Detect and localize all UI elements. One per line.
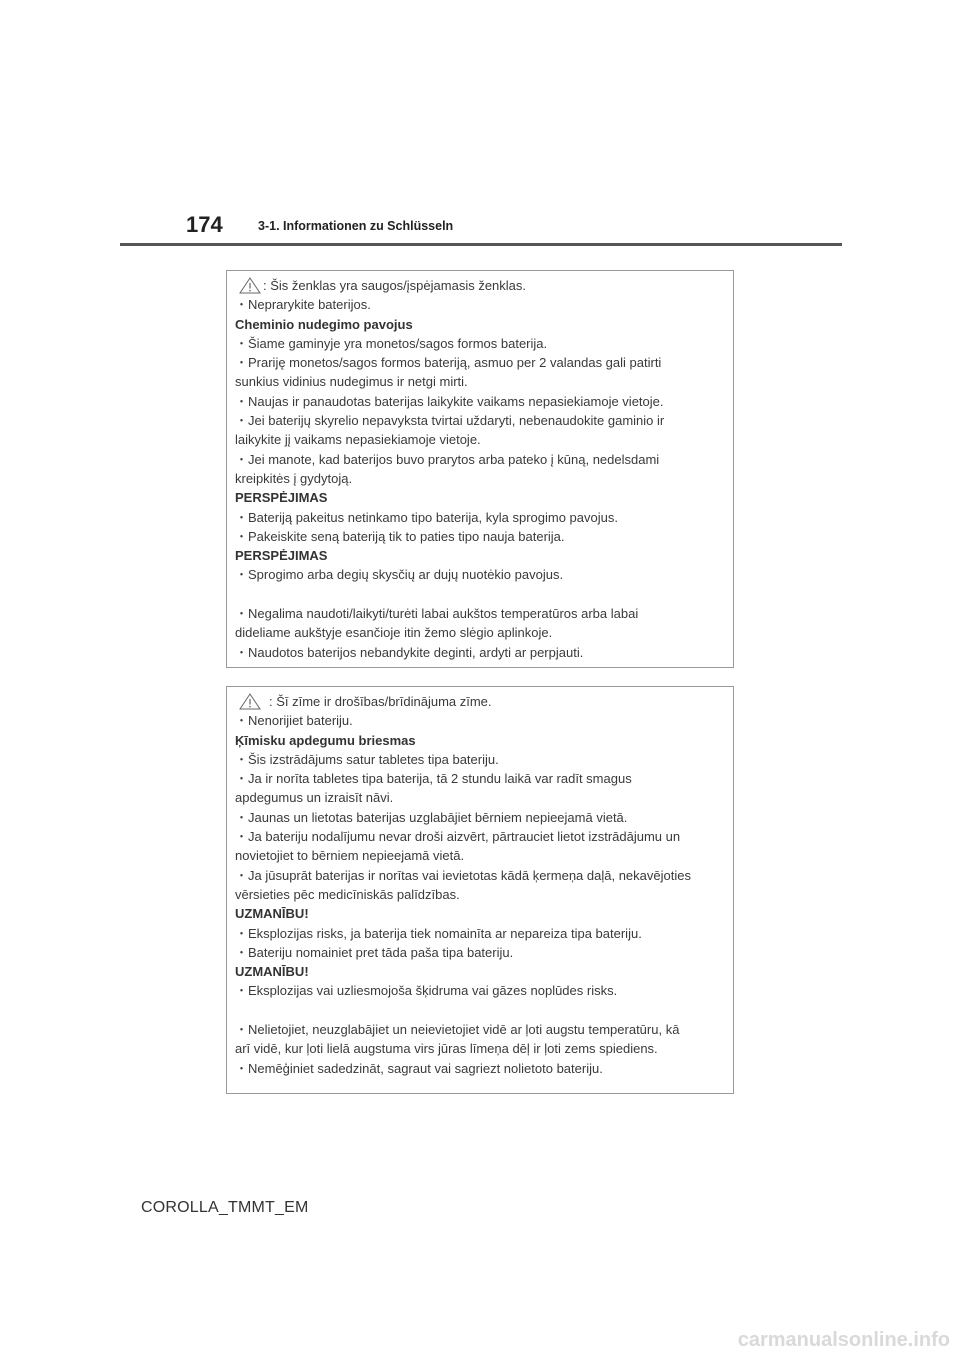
watermark: carmanualsonline.info	[737, 1329, 950, 1351]
warning-line: laikykite jį vaikams nepasiekiamoje vietoje.	[235, 432, 481, 448]
warning-line: ・Nemēģiniet sadedzināt, sagraut vai sagriezt nolietoto bateriju.	[235, 1060, 603, 1076]
warning-heading: PERSPĖJIMAS	[235, 490, 328, 506]
warning-text-lithuanian	[235, 295, 733, 662]
warning-line: dideliame aukštyje esančioje itin žemo slėgio aplinkoje.	[235, 625, 553, 641]
warning-heading: Ķīmisku apdegumu briesmas	[235, 732, 416, 748]
warning-triangle-icon	[239, 693, 261, 710]
warning-text-latvian	[235, 711, 733, 1078]
warning-heading: UZMANĪBU!	[235, 906, 309, 922]
warning-line: ・Bateriją pakeitus netinkamo tipo baterija, kyla sprogimo pavojus.	[235, 509, 618, 525]
warning-line: sunkius vidinius nudegimus ir netgi mirti.	[235, 374, 468, 390]
warning-line: ・Naujas ir panaudotas baterijas laikykite vaikams nepasiekiamoje vietoje.	[235, 393, 664, 409]
warning-symbol-text: : Šī zīme ir drošības/brīdinājuma zīme.	[269, 694, 492, 709]
warning-line: ・Nenorijiet bateriju.	[235, 713, 353, 729]
warning-line: ・Ja bateriju nodalījumu nevar droši aizvērt, pārtrauciet lietot izstrādājumu un	[235, 829, 681, 845]
warning-line: ・Šis izstrādājums satur tabletes tipa bateriju.	[235, 751, 499, 767]
header-rule	[120, 243, 842, 246]
warning-line: novietojiet to bērniem nepieejamā vietā.	[235, 848, 465, 864]
warning-symbol-line	[235, 276, 733, 295]
document-code: COROLLA_TMMT_EM	[141, 1199, 309, 1216]
warning-line: ・Nelietojiet, neuzglabājiet un neievietojiet vidē ar ļoti augstu temperatūru, kā	[235, 1022, 680, 1038]
warning-heading: UZMANĪBU!	[235, 964, 309, 980]
warning-line: arī vidē, kur ļoti lielā augstuma virs jūras līmeņa dēļ ir ļoti zems spiediens.	[235, 1041, 658, 1057]
section-title: 3-1. Informationen zu Schlüsseln	[258, 219, 454, 233]
warning-line: ・Ja ir norīta tabletes tipa baterija, tā 2 stundu laikā var radīt smagus	[235, 771, 632, 787]
page-number: 174	[186, 212, 223, 237]
warning-box-lithuanian	[226, 270, 734, 668]
warning-line: ・Sprogimo arba degių skysčių ar dujų nuotėkio pavojus.	[235, 567, 564, 583]
spacer	[235, 1001, 733, 1020]
warning-line: ・Šiame gaminyje yra monetos/sagos formos baterija.	[235, 335, 548, 351]
warning-line: ・Naudotos baterijos nebandykite deginti, ardyti ar perpjauti.	[235, 644, 584, 660]
warning-line: ・Neprarykite baterijos.	[235, 297, 371, 313]
warning-line: ・Eksplozijas vai uzliesmojoša šķidruma vai gāzes noplūdes risks.	[235, 983, 618, 999]
spacer	[235, 585, 733, 604]
warning-line: ・Bateriju nomainiet pret tāda paša tipa bateriju.	[235, 944, 514, 960]
warning-symbol-line	[235, 692, 733, 711]
warning-line: ・Jaunas un lietotas baterijas uzglabājiet bērniem nepieejamā vietā.	[235, 809, 628, 825]
warning-line: ・Pakeiskite seną bateriją tik to paties tipo nauja baterija.	[235, 528, 565, 544]
warning-line: kreipkitės į gydytoją.	[235, 470, 353, 486]
warning-heading: Cheminio nudegimo pavojus	[235, 316, 413, 332]
warning-heading: PERSPĖJIMAS	[235, 548, 328, 564]
warning-line: ・Jei baterijų skyrelio nepavyksta tvirtai uždaryti, nebenaudokite gaminio ir	[235, 413, 665, 429]
warning-line: ・Prariję monetos/sagos formos bateriją, asmuo per 2 valandas gali patirti	[235, 355, 662, 371]
warning-box-latvian	[226, 686, 734, 1094]
warning-symbol-text: : Šis ženklas yra saugos/įspėjamasis ženklas.	[263, 278, 527, 293]
warning-line: vērsieties pēc medicīniskās palīdzības.	[235, 886, 460, 902]
warning-line: ・Negalima naudoti/laikyti/turėti labai aukštos temperatūros arba labai	[235, 606, 639, 622]
warning-line: ・Jei manote, kad baterijos buvo prarytos arba pateko į kūną, nedelsdami	[235, 451, 660, 467]
warning-line: apdegumus un izraisīt nāvi.	[235, 790, 394, 806]
warning-line: ・Eksplozijas risks, ja baterija tiek nomainīta ar nepareiza tipa bateriju.	[235, 925, 642, 941]
warning-line: ・Ja jūsuprāt baterijas ir norītas vai ievietotas kādā ķermeņa daļā, nekavējoties	[235, 867, 691, 883]
warning-triangle-icon	[239, 277, 261, 294]
